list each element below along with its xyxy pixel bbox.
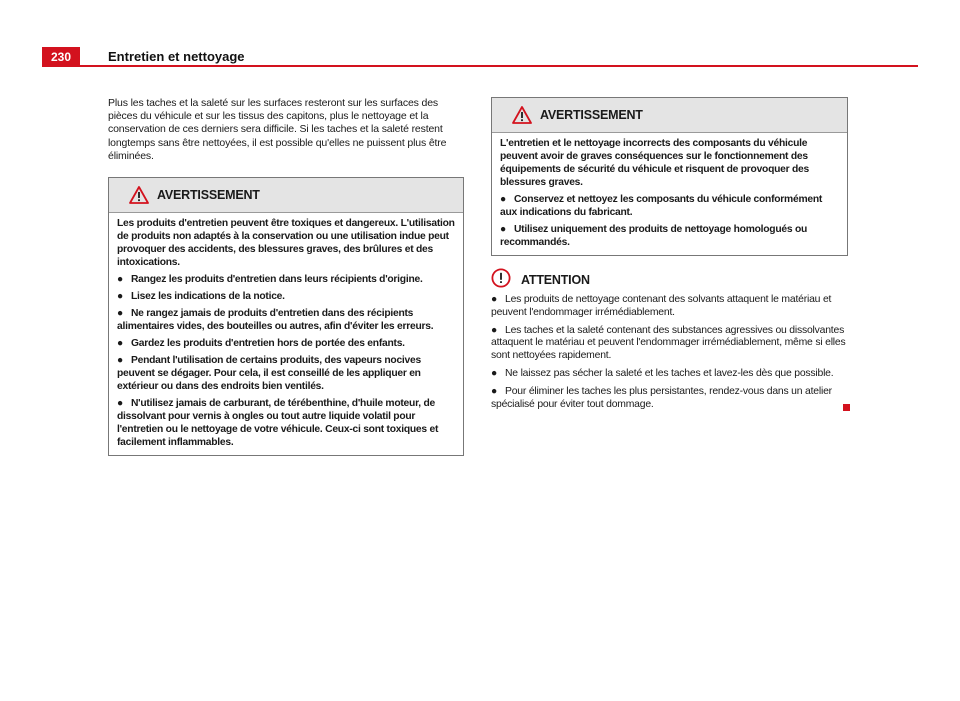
warning-box-left	[108, 177, 464, 456]
warning-header	[109, 178, 463, 213]
bullet: ●	[491, 367, 498, 379]
header-divider	[80, 65, 918, 67]
attention-item: ● Les produits de nettoyage contenant des solvants attaquent le matériau et peuvent l'endommager irrémédiablement.	[491, 294, 832, 318]
warning-header	[492, 98, 847, 133]
warning-lead: L'entretien et le nettoyage incorrects des composants du véhicule peuvent avoir de graves conséquences sur le fonctionnement des équipements de sécurité du véhicule et risquent de provoquer des blessures graves.	[500, 138, 810, 188]
warning-body	[492, 133, 847, 255]
warning-triangle-icon	[512, 106, 532, 124]
attention-header	[491, 270, 848, 290]
page-number: 230	[42, 47, 80, 67]
left-column	[108, 97, 464, 456]
warning-item: ● Pendant l'utilisation de certains produits, des vapeurs nocives peuvent se dégager. Pour cela, il est conseillé de les appliquer en extérieur ou dans des endroits bien ventilés.	[117, 355, 421, 393]
warning-title: AVERTISSEMENT	[157, 188, 260, 203]
warning-lead: Les produits d'entretien peuvent être toxiques et dangereux. L'utilisation de produits non adaptés à la conservation ou une utilisation indue peut provoquer des accidents, des blessures graves, des brûlures et des intoxications.	[117, 218, 455, 269]
warning-item: ● Lisez les indications de la notice.	[117, 291, 285, 303]
bullet: ●	[491, 324, 498, 336]
warning-item: ● Gardez les produits d'entretien hors de portée des enfants.	[117, 338, 405, 350]
attention-title: ATTENTION	[521, 273, 590, 287]
warning-item: ● Utilisez uniquement des produits de nettoyage homologués ou recommandés.	[500, 224, 808, 248]
bullet: ●	[491, 385, 498, 397]
warning-item: ● Rangez les produits d'entretien dans leurs récipients d'origine.	[117, 274, 423, 286]
bullet: ●	[117, 398, 123, 410]
attention-icon	[491, 268, 511, 288]
warning-box-right	[491, 97, 848, 256]
end-of-section-marker	[843, 404, 850, 411]
bullet: ●	[117, 355, 123, 367]
warning-item: ● Conservez et nettoyez les composants du véhicule conformément aux indications du fabricant.	[500, 194, 823, 218]
page-title: Entretien et nettoyage	[108, 49, 245, 64]
bullet: ●	[491, 294, 498, 305]
attention-item: ● Les taches et la saleté contenant des substances agressives ou dissolvantes attaquent le matériau et peuvent l'endommager irrémédiablement, même si elles sont nettoyées rapidement.	[491, 324, 846, 362]
attention-item: ● Pour éliminer les taches les plus persistantes, rendez-vous dans un atelier spécialisé pour éviter tout dommage.	[491, 385, 832, 410]
attention-body	[491, 294, 848, 411]
warning-triangle-icon	[129, 186, 149, 204]
bullet: ●	[117, 338, 123, 350]
right-column	[491, 97, 848, 416]
warning-item: ● N'utilisez jamais de carburant, de térébenthine, d'huile moteur, de dissolvant pour vernis à ongles ou tout autre liquide volatil pour l'entretien ou le nettoyage de votre véhicule. Ceux-ci sont toxiques et facilement inflammables.	[117, 398, 439, 449]
bullet: ●	[500, 224, 506, 235]
bullet: ●	[117, 291, 123, 303]
bullet: ●	[500, 194, 506, 205]
bullet: ●	[117, 308, 123, 320]
intro-paragraph: Plus les taches et la saleté sur les surfaces resteront sur les surfaces des pièces du véhicule et sur les tissus des capitons, plus le nettoyage et la conservation de ces derniers sera difficile. Si les taches et la saleté restent longtemps sans être nettoyées, il est possible qu'elles ne puissent plus être éliminées.	[108, 97, 447, 162]
attention-item: ● Ne laissez pas sécher la saleté et les taches et lavez-les dès que possible.	[491, 367, 834, 379]
warning-title: AVERTISSEMENT	[540, 108, 643, 122]
warning-item: ● Ne rangez jamais de produits d'entretien dans des récipients alimentaires vides, des bouteilles ou autres, afin d'éviter les erreurs.	[117, 308, 434, 333]
bullet: ●	[117, 274, 123, 286]
warning-body	[109, 213, 463, 455]
